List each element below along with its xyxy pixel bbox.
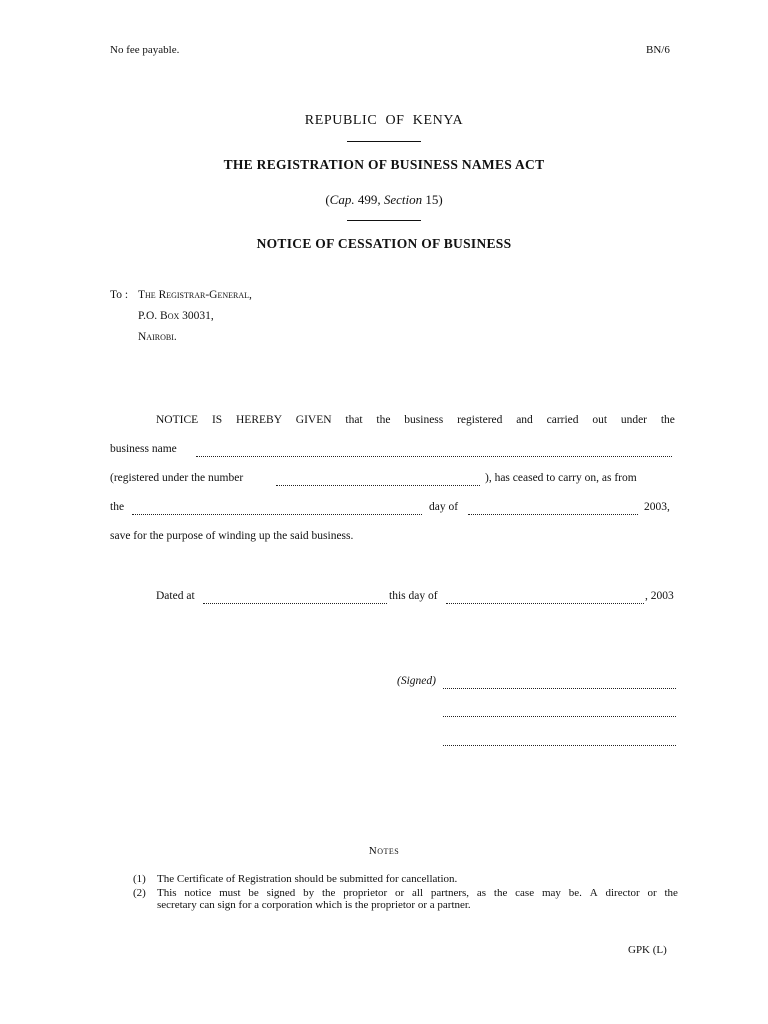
note-text [157,887,678,911]
note-word: or [647,887,657,899]
citation-open: ( [325,192,330,207]
note-word: case [515,887,535,899]
notice-word: that [345,414,363,426]
signed-label: (Signed) [397,675,436,687]
cessation-day-field[interactable] [132,514,422,515]
to-label: To : [110,289,129,301]
signature-line-3[interactable] [443,745,676,746]
notice-line-1 [156,414,675,426]
note-number: (2) [133,887,146,899]
note-word: A [589,887,598,899]
fee-note: No fee payable. [110,44,180,56]
note-word: signed [266,887,296,899]
this-day-of-label: this day of [389,590,438,602]
dated-at-label: Dated at [156,590,195,602]
signature-line-2[interactable] [443,716,676,717]
notice-word: the [660,414,675,426]
signature-line-1[interactable] [443,688,676,689]
notice-word: NOTICE [156,414,199,426]
note-word: the [664,887,678,899]
note-number: (1) [133,873,146,885]
cessation-month-field[interactable] [468,514,638,515]
printer-code: GPK (L) [628,944,667,956]
note-word: may [541,887,561,899]
notes-heading: Notes [368,845,400,857]
notice-title: NOTICE OF CESSATION OF BUSINESS [256,236,512,251]
note-word: partners, [430,887,470,899]
note-word: director [605,887,640,899]
notice-word: HEREBY [236,414,282,426]
note-text: The Certificate of Registration should be submitted for cancellation. [157,873,458,885]
note-word: must [219,887,241,899]
note-word: This [157,887,177,899]
address-line-2: P.O. Box 30031, [138,310,214,322]
act-title: THE REGISTRATION OF BUSINESS NAMES ACT [223,157,545,172]
note-word: proprietor [343,887,388,899]
citation-cap: Cap. [329,192,355,207]
note-word: by [303,887,315,899]
address-line-1: The Registrar-General, [138,289,252,301]
notice-word: out [592,414,608,426]
notice-word: registered [457,414,503,426]
citation-mid: 499, [354,192,384,207]
note-word: notice [184,887,212,899]
republic-heading: REPUBLIC OF KENYA [304,113,464,128]
notice-word: and [516,414,533,426]
note-word: be [248,887,259,899]
citation-divider [347,220,421,221]
dated-place-field[interactable] [203,603,387,604]
dated-date-field[interactable] [446,603,644,604]
registration-number-field[interactable] [276,485,480,486]
notice-word: GIVEN [295,414,332,426]
citation-section: Section [383,192,423,207]
note-word: the [321,887,336,899]
business-name-field[interactable] [196,456,672,457]
registered-suffix: ), has ceased to carry on, as from [485,472,637,484]
address-line-3: Nairobi. [138,331,177,343]
registered-prefix: (registered under the number [110,472,244,484]
form-code: BN/6 [646,44,670,56]
notice-word: the [376,414,391,426]
note-text-line-1 [157,887,678,899]
cessation-year: 2003, [644,501,670,513]
the-label: the [110,501,125,513]
note-item [133,887,678,911]
act-citation [0,192,768,208]
business-name-label: business name [110,443,177,455]
title-divider [347,141,421,142]
note-word: all [412,887,424,899]
note-word: or [395,887,405,899]
dated-year: , 2003 [645,590,674,602]
day-of-label: day of [429,501,459,513]
note-item [133,873,678,885]
note-word: the [493,887,508,899]
note-word: as [476,887,487,899]
notice-word: carried [546,414,579,426]
citation-close: 15) [422,192,443,207]
closing-sentence: save for the purpose of winding up the said business. [110,530,354,542]
notice-word: under [620,414,648,426]
note-word: be. [568,887,582,899]
note-text-line-2: secretary can sign for a corporation which is the proprietor or a partner. [157,899,471,911]
notice-word: business [404,414,444,426]
notice-word: IS [211,414,223,426]
